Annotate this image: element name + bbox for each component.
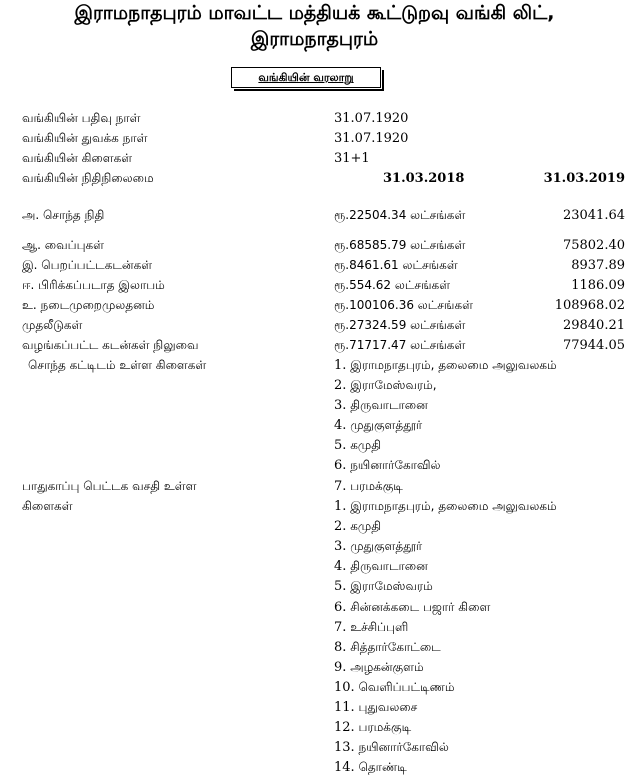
finance-value-2019: 77944.05 bbox=[562, 338, 625, 353]
finance-value-2018: ரூ.27324.59 லட்சங்கள் bbox=[334, 318, 466, 332]
finance-value-2018: ரூ.22504.34 லட்சங்கள் bbox=[334, 208, 466, 222]
finance-label: உ. நடைமுறைமுலதனம் bbox=[22, 298, 155, 312]
finance-row bbox=[0, 318, 629, 338]
list-item: 7. உச்சிப்புளி bbox=[334, 620, 409, 635]
finance-label: ஈ. பிரிக்கப்படாத இலாபம் bbox=[22, 278, 165, 292]
list-item: 2. இராமேஸ்வரம், bbox=[334, 378, 437, 393]
finance-row bbox=[0, 278, 629, 298]
branches-label: வங்கியின் கிளைகள் bbox=[22, 151, 133, 165]
info-row-registration bbox=[0, 111, 629, 131]
info-row-start bbox=[0, 131, 629, 151]
safe-deposit-label-line2: கிளைகள் bbox=[22, 499, 73, 513]
safe-deposit-label-line1: பாதுகாப்பு பெட்டக வசதி உள்ள bbox=[22, 479, 197, 493]
date-2019-header: 31.03.2019 bbox=[543, 171, 625, 186]
finance-row bbox=[0, 258, 629, 278]
finance-row bbox=[0, 338, 629, 358]
list-item: 10. வெளிப்பட்டிணம் bbox=[334, 680, 455, 695]
start-date-label: வங்கியின் துவக்க நாள் bbox=[22, 131, 148, 145]
list-item: 9. அழகன்குளம் bbox=[334, 660, 424, 675]
list-item: 13. நயினார்கோவில் bbox=[334, 740, 449, 755]
branches-value: 31+1 bbox=[334, 151, 370, 166]
list-item: 2. கமுதி bbox=[334, 519, 382, 534]
finance-value-2018: ரூ.68585.79 லட்சங்கள் bbox=[334, 238, 466, 252]
date-2018-header: 31.03.2018 bbox=[383, 171, 465, 186]
list-item: 5. கமுதி bbox=[334, 438, 382, 453]
registration-date-label: வங்கியின் பதிவு நாள் bbox=[22, 111, 141, 125]
own-buildings-label: சொந்த கட்டிடம் உள்ள கிளைகள் bbox=[28, 358, 207, 372]
info-row-branches bbox=[0, 151, 629, 171]
page-title: இராமநாதபுரம் மாவட்ட மத்தியக் கூட்டுறவு வங்கி லிட், bbox=[74, 2, 555, 24]
finance-value-2019: 75802.40 bbox=[562, 238, 625, 253]
finance-label: வங்கியின் நிதிநிலைமை bbox=[22, 171, 154, 185]
finance-value-2019: 8937.89 bbox=[571, 258, 625, 273]
list-item: 6. நயினார்கோவில் bbox=[334, 458, 441, 473]
finance-value-2018: ரூ.8461.61 லட்சங்கள் bbox=[334, 258, 458, 272]
finance-label: அ. சொந்த நிதி bbox=[22, 208, 105, 222]
list-item: 4. முதுகுளத்தூர் bbox=[334, 418, 423, 433]
finance-label: முதலீடுகள் bbox=[22, 318, 83, 332]
finance-value-2019: 29840.21 bbox=[562, 318, 625, 333]
registration-date-value: 31.07.1920 bbox=[334, 111, 409, 126]
list-item: 8. சித்தார்கோட்டை bbox=[334, 640, 441, 655]
finance-row bbox=[0, 298, 629, 318]
finance-value-2018: ரூ.554.62 லட்சங்கள் bbox=[334, 278, 451, 292]
finance-row bbox=[0, 208, 629, 228]
list-item: 3. முதுகுளத்தூர் bbox=[334, 539, 423, 554]
history-heading: வங்கியின் வரலாறு bbox=[258, 71, 354, 84]
finance-value-2018: ரூ.71717.47 லட்சங்கள் bbox=[334, 338, 466, 352]
list-item: 14. தொண்டி bbox=[334, 760, 407, 775]
finance-label: ஆ. வைப்புகள் bbox=[22, 238, 105, 252]
finance-value-2019: 108968.02 bbox=[554, 298, 625, 313]
finance-row bbox=[0, 238, 629, 258]
list-item: 11. புதுவலசை bbox=[334, 700, 418, 715]
finance-value-2019: 23041.64 bbox=[562, 208, 625, 223]
page-subtitle: இராமநாதபுரம் bbox=[250, 28, 379, 50]
list-item: 5. இராமேஸ்வரம் bbox=[334, 579, 433, 594]
history-heading-box bbox=[231, 67, 381, 88]
list-item: 6. சின்னக்கடை பஜார் கிளை bbox=[334, 600, 491, 615]
list-item: 4. திருவாடானை bbox=[334, 559, 428, 574]
finance-label: வழங்கப்பட்ட கடன்கள் நிலுவை bbox=[22, 338, 199, 352]
finance-value-2018: ரூ.100106.36 லட்சங்கள் bbox=[334, 298, 473, 312]
list-item: 1. இராமநாதபுரம், தலைமை அலுவலகம் bbox=[334, 499, 557, 514]
list-item: 12. பரமக்குடி bbox=[334, 720, 412, 735]
finance-value-2019: 1186.09 bbox=[571, 278, 625, 293]
safe-deposit-section bbox=[0, 479, 629, 499]
finance-label: இ. பெறப்பட்டகடன்கள் bbox=[22, 258, 153, 272]
list-item: 1. இராமநாதபுரம், தலைமை அலுவலகம் bbox=[334, 358, 557, 373]
start-date-value: 31.07.1920 bbox=[334, 131, 409, 146]
list-item: 3. திருவாடானை bbox=[334, 398, 428, 413]
list-item: 7. பரமக்குடி bbox=[334, 479, 403, 494]
info-row-finance-header bbox=[0, 171, 629, 191]
